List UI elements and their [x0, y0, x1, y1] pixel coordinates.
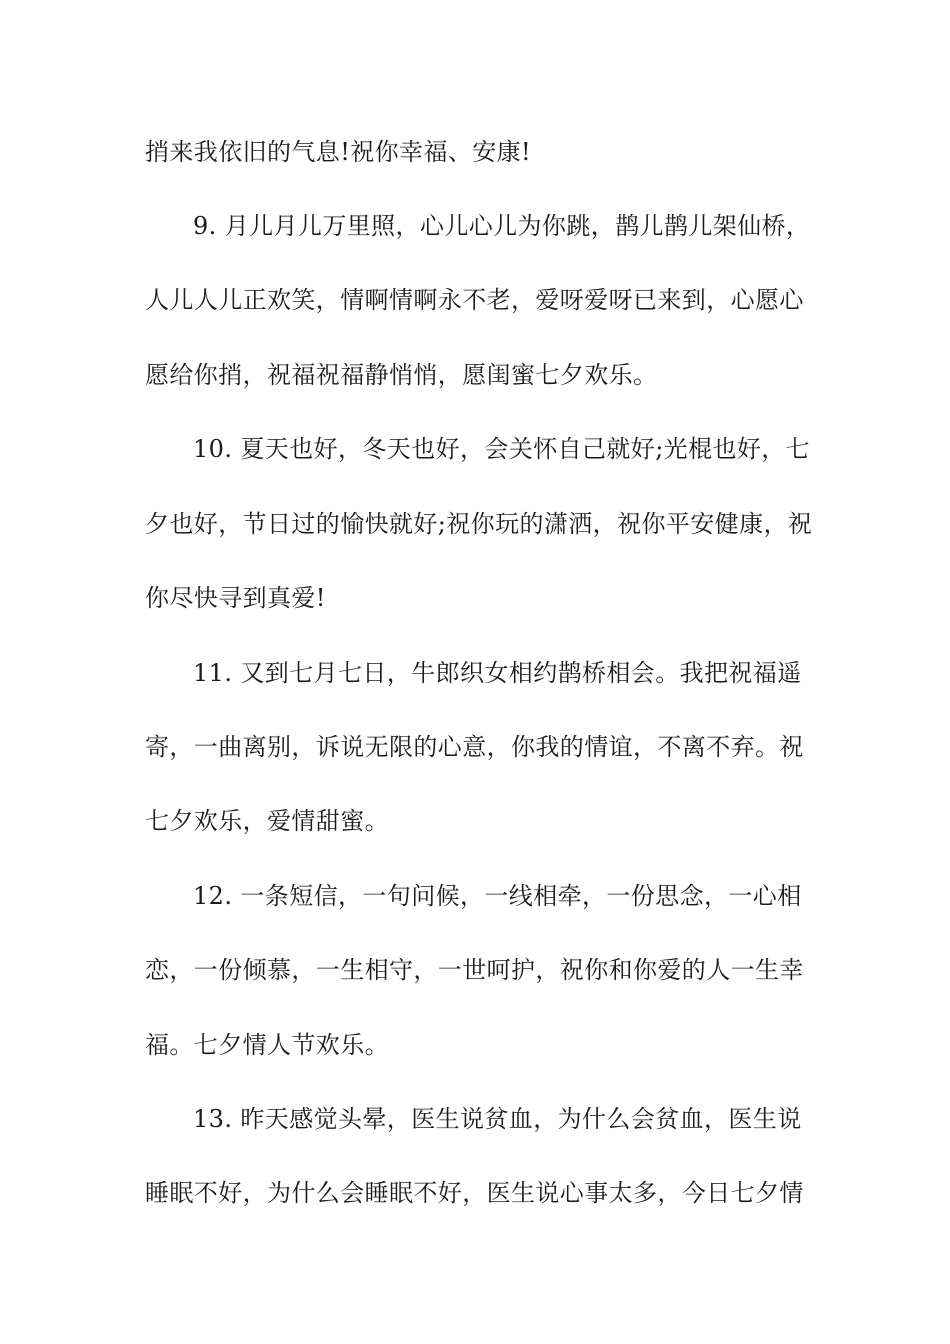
text-line: 12. 一条短信，一句问候，一线相牵，一份思念，一心相 [193, 882, 802, 910]
text-line: 福。七夕情人节欢乐。 [145, 1031, 389, 1059]
text-line: 10. 夏天也好，冬天也好，会关怀自己就好;光棍也好，七 [193, 435, 811, 463]
text-line: 愿给你捎，祝福祝福静悄悄，愿闺蜜七夕欢乐。 [145, 361, 658, 389]
text-line: 七夕欢乐，爱情甜蜜。 [145, 807, 389, 835]
text-line: 夕也好，节日过的愉快就好;祝你玩的潇洒，祝你平安健康，祝 [145, 510, 813, 538]
text-line: 捎来我依旧的气息!祝你幸福、安康! [145, 138, 532, 166]
text-line: 11. 又到七月七日，牛郎织女相约鹊桥相会。我把祝福遥 [193, 659, 802, 687]
text-line: 人儿人儿正欢笑，情啊情啊永不老，爱呀爱呀已来到，心愿心 [145, 286, 804, 314]
text-line: 13. 昨天感觉头晕，医生说贫血，为什么会贫血，医生说 [193, 1105, 802, 1133]
text-line: 你尽快寻到真爱! [145, 584, 326, 612]
text-line: 寄，一曲离别，诉说无限的心意，你我的情谊，不离不弃。祝 [145, 733, 804, 761]
text-line: 恋，一份倾慕，一生相守，一世呵护，祝你和你爱的人一生幸 [145, 956, 804, 984]
text-line: 睡眠不好，为什么会睡眠不好，医生说心事太多，今日七夕情 [145, 1179, 804, 1207]
text-line: 9. 月儿月儿万里照，心儿心儿为你跳，鹊儿鹊儿架仙桥， [193, 212, 811, 240]
